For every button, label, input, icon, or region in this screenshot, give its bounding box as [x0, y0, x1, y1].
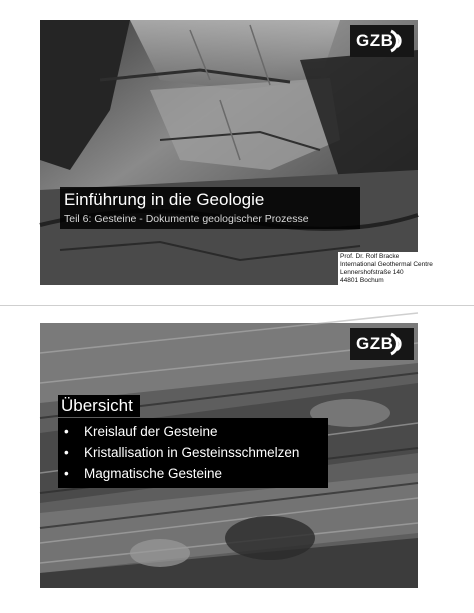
rock-cliff-photo [40, 20, 433, 285]
overview-bullet-list [58, 418, 328, 488]
overview-title: Übersicht [58, 395, 140, 417]
gzb-logo [350, 25, 414, 57]
author-info [338, 252, 433, 285]
slide-subtitle-text: Teil 6: Gesteine - Dokumente geologischer Prozesse [64, 213, 309, 225]
list-item-text: Magmatische Gesteine [84, 466, 223, 481]
list-item [58, 421, 328, 442]
bullet-icon: • [64, 424, 69, 439]
bullet-icon: • [64, 445, 69, 460]
gzb-logo-2 [350, 328, 414, 360]
bullet-icon: • [64, 466, 69, 481]
list-item-text: Kreislauf der Gesteine [84, 424, 218, 439]
title-box [60, 187, 360, 229]
list-item-text: Kristallisation in Gesteinsschmelzen [84, 445, 300, 460]
gzb-arc-logo-icon [387, 331, 411, 357]
author-institution: International Geothermal Centre [340, 261, 433, 268]
logo-text: GZB [356, 31, 394, 50]
gzb-arc-logo-icon [387, 28, 411, 54]
list-item [58, 463, 328, 484]
slide-overview [40, 323, 418, 588]
author-name: Prof. Dr. Rolf Bracke [340, 253, 400, 260]
author-street: Lennershofstraße 140 [340, 269, 404, 276]
page-divider [0, 305, 474, 306]
author-city: 44801 Bochum [340, 277, 384, 284]
slide-title-text: Einführung in die Geologie [64, 190, 265, 209]
logo-text-2: GZB [356, 334, 394, 353]
list-item [58, 442, 328, 463]
slide-title [40, 20, 433, 285]
